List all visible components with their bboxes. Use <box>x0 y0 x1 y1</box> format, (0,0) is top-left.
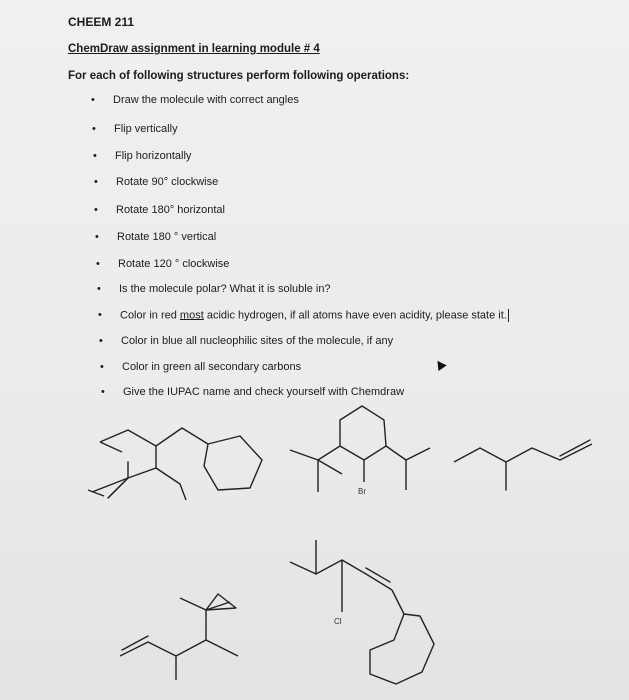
instructions-intro: For each of following structures perform following operations: <box>68 70 410 82</box>
operation-item <box>97 283 331 295</box>
bond <box>156 428 208 446</box>
chlorine-label: Cl <box>334 617 342 626</box>
operation-text: Flip vertically <box>114 123 178 135</box>
structure-1 <box>88 428 262 500</box>
operation-text: Color in green all secondary carbons <box>122 361 302 373</box>
operation-text: Draw the molecule with correct angles <box>113 94 299 106</box>
operation-text-pre: Color in red <box>120 309 180 322</box>
bond <box>318 460 342 474</box>
bond <box>206 640 238 656</box>
structures-area <box>0 400 629 700</box>
cyclopentane-ring <box>204 436 262 490</box>
structure-4 <box>120 594 238 680</box>
bond <box>120 640 206 656</box>
structure-5 <box>290 540 434 684</box>
bond <box>156 468 186 500</box>
bullet: • <box>94 204 98 216</box>
operation-text: Is the molecule polar? What it is soluble in? <box>119 283 331 295</box>
bond <box>318 446 340 492</box>
operation-text: Rotate 180 ° vertical <box>117 231 217 243</box>
operation-text: Color in blue all nucleophilic sites of the molecule, if any <box>121 335 394 347</box>
cyclohexane-ring <box>340 406 386 460</box>
bond <box>342 560 392 590</box>
bond <box>100 442 122 452</box>
double-bond <box>366 568 390 582</box>
course-title: CHEEM 211 <box>68 15 135 29</box>
operation-item <box>99 335 394 347</box>
operation-text-underlined: most <box>179 309 204 322</box>
bullet: • <box>91 94 95 106</box>
operation-text-post: acidic hydrogen, if all atoms have even acidity, please state it. <box>203 309 507 322</box>
bullet: • <box>94 176 98 188</box>
bullet: • <box>100 361 104 373</box>
bond <box>316 560 342 600</box>
text-cursor <box>508 309 509 322</box>
bullet: • <box>101 386 105 398</box>
bullet: • <box>95 231 99 243</box>
operation-text: Rotate 180° horizontal <box>116 204 225 216</box>
bond <box>180 598 206 610</box>
bullet: • <box>97 283 101 295</box>
operation-item <box>95 231 217 243</box>
bullet: • <box>92 123 96 135</box>
structure-3 <box>454 440 592 490</box>
bullet: • <box>99 335 103 347</box>
operation-text: Rotate 120 ° clockwise <box>118 258 230 270</box>
bond <box>290 540 316 574</box>
assignment-title-text: ChemDraw assignment in learning module # 4 <box>68 43 320 55</box>
assignment-title <box>68 43 320 55</box>
bullet: • <box>96 258 100 270</box>
operation-text: Give the IUPAC name and check yourself with Chemdraw <box>123 386 405 398</box>
operation-item <box>100 361 302 373</box>
operation-item <box>96 258 230 270</box>
bond <box>108 478 128 498</box>
operation-item <box>93 150 192 162</box>
structure-2 <box>290 406 430 496</box>
operation-item <box>98 309 509 322</box>
bond <box>454 444 592 462</box>
operation-item <box>91 94 299 106</box>
ring-bonds <box>370 590 434 684</box>
operation-item <box>101 386 405 398</box>
bond <box>92 462 156 492</box>
bond <box>290 450 318 460</box>
bullet: • <box>98 309 102 321</box>
bullet: • <box>93 150 97 162</box>
operation-text: Flip horizontally <box>115 150 192 162</box>
mouse-pointer-icon <box>433 358 446 371</box>
operation-item <box>92 123 178 135</box>
bromine-label: Br <box>358 487 366 496</box>
bond <box>386 446 430 460</box>
operation-item <box>94 204 225 216</box>
operation-item <box>94 176 219 188</box>
cyclopropane-ring <box>206 594 236 610</box>
operation-text: Rotate 90° clockwise <box>116 176 219 188</box>
